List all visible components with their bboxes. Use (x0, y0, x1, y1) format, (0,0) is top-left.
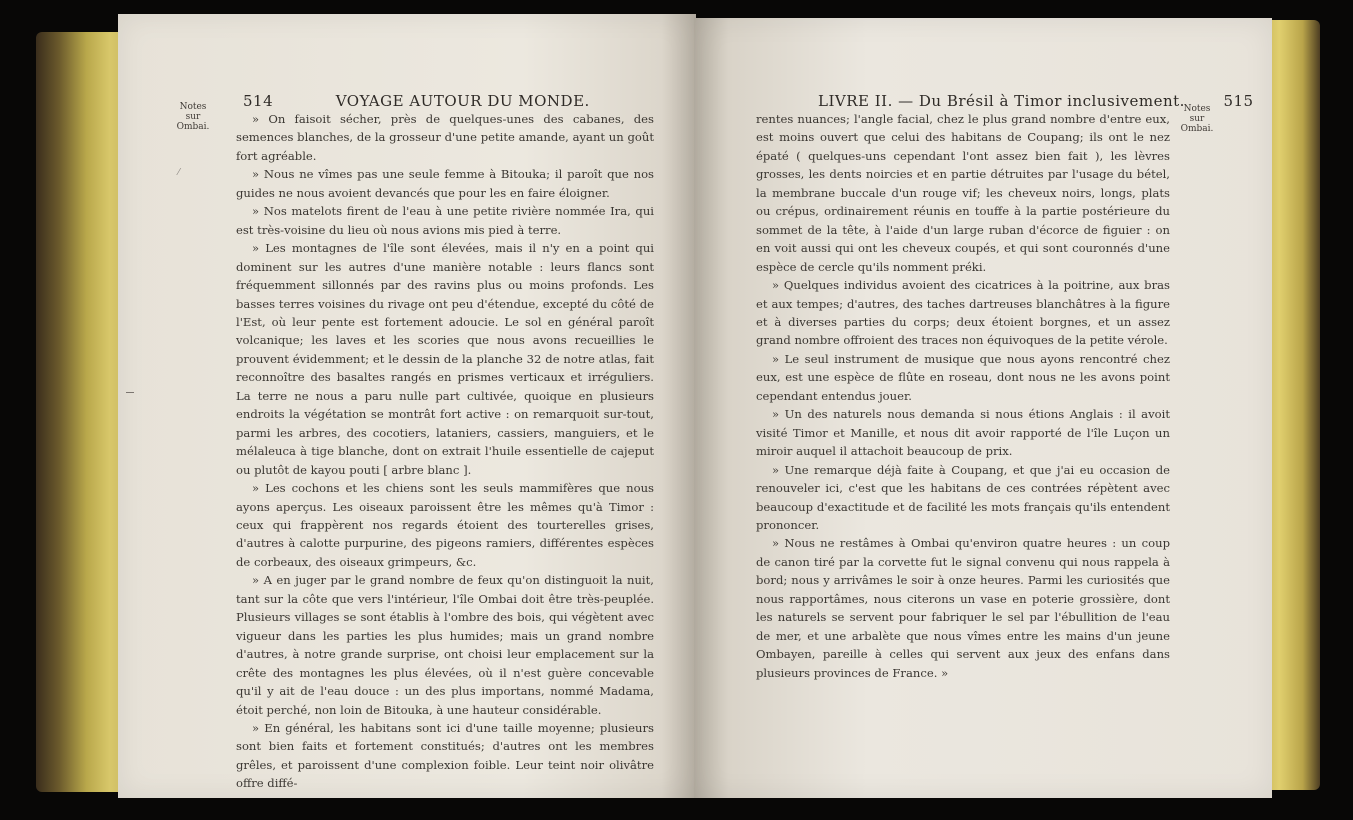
margin-note-line: Notes (179, 102, 207, 112)
paragraph: » A en juger par le grand nombre de feux qu'on distinguoit la nuit, tant sur la côte que vers l'intérieur, l'île Ombai doit être très-peuplée. Plusieurs villages se sont établis à l'ombre des bois, qui végètent avec vigueur dans les parties les plus humides; mais un grand nombre d'autres, à notre grande surprise, ont choisi leur emplacement sur la crête des montagnes les plus élevées, où il n'est guère concevable qu'il y ait de l'eau douce : un des plus importans, nommé Madama, étoit perché, non loin de Bitouka, à une hauteur considérable. (236, 573, 654, 717)
margin-note-line: Notes (1183, 104, 1211, 114)
left-margin-note (168, 102, 218, 132)
left-running-head (243, 92, 590, 110)
paragraph: » Le seul instrument de musique que nous ayons rencontré chez eux, est une espèce de flûte en roseau, dont nous ne les avons point cependant entendus jouer. (756, 351, 1170, 403)
right-page-title: LIVRE II. — Du Brésil à Timor inclusivement. (818, 92, 1185, 110)
paragraph: » Nous ne restâmes à Ombai qu'environ quatre heures : un coup de canon tiré par la corvette fut le signal convenu qui nous rappela à bord; nous y arrivâmes le soir à onze heures. Parmi les curiosités que nous rapportâmes, nous citerons un vase en poterie grossière, dont les naturels se servent pour fabriquer le sel par l'ébullition de l'eau de mer, et une arbalète que nous vîmes entre les mains d'un jeune Ombayen, pareille à celles qui servent aux jeux des enfans dans plusieurs provinces de France. » (756, 536, 1170, 680)
left-page-title: VOYAGE AUTOUR DU MONDE. (335, 92, 590, 110)
paragraph: » Les montagnes de l'île sont élevées, mais il n'y en a point qui dominent sur les autres d'une manière notable : leurs flancs sont fréquemment sillonnés par des ravins plus ou moins profonds. Les basses terres voisines du rivage ont peu d'étendue, excepté du côté de l'Est, où leur pente est fortement adoucie. Le sol en général paroît volcanique; les laves et les scories que nous avons recueillies le prouvent évidemment; et le dessin de la planche 32 de notre atlas, fait reconnoître des basaltes rangés en prismes verticaux et irréguliers. La terre ne nous a paru nulle part cultivée, quoique en plusieurs endroits la végétation se montrât fort active : on remarquoit sur-tout, parmi les arbres, des cocotiers, lataniers, cassiers, manguiers, et le mélaleuca à tige blanche, dont on extrait l'huile essentielle de cajeput ou plutôt de kayou pouti [ arbre blanc ]. (236, 241, 654, 477)
paragraph: » Les cochons et les chiens sont les seuls mammifères que nous ayons aperçus. Les oiseaux paroissent être les mêmes qu'à Timor : ceux qui frappèrent nos regards étoient des tourterelles grises, d'autres à calotte purpurine, des pigeons ramiers, différentes espèces de corbeaux, des oiseaux grimpeurs, &c. (236, 481, 654, 569)
paragraph: » Une remarque déjà faite à Coupang, et que j'ai eu occasion de renouveler ici, c'est que les habitans de ces contrées répètent avec beaucoup d'exactitude et de facilité les mots français qu'ils entendent prononcer. (756, 462, 1170, 532)
left-page-number: 514 (243, 92, 274, 110)
right-margin-note (1172, 104, 1222, 134)
paragraph: » En général, les habitans sont ici d'une taille moyenne; plusieurs sont bien faits et fortement constitués; d'autres ont les membres grêles, et paroissent d'une complexion foible. Leur teint noir olivâtre offre diffé- (236, 720, 654, 791)
paragraph: » Quelques individus avoient des cicatrices à la poitrine, aux bras et aux tempes; d'autres, des taches dartreuses blanchâtres à la figure et à diverses parties du corps; deux étoient borgnes, et un assez grand nombre offroient des traces non équivoques de la petite vérole. (756, 278, 1170, 348)
margin-note-line: sur Ombai. (1180, 114, 1214, 134)
pencil-mark (126, 392, 134, 393)
right-page-body (756, 110, 1170, 682)
paragraph: » Nos matelots firent de l'eau à une petite rivière nommée Ira, qui est très-voisine du lieu où nous avions mis pied à terre. (236, 204, 654, 237)
margin-note-line: sur Ombai. (176, 112, 210, 132)
left-page-edges (36, 32, 128, 792)
pencil-mark: ⁄ (178, 168, 180, 178)
left-page-body (236, 110, 654, 793)
right-page-number: 515 (1223, 92, 1254, 110)
paragraph: » On faisoit sécher, près de quelques-unes des cabanes, des semences blanches, de la grosseur d'une petite amande, ayant un goût fort agréable. (236, 112, 654, 163)
paragraph: » Nous ne vîmes pas une seule femme à Bitouka; il paroît que nos guides ne nous avoient devancés que pour les en faire éloigner. (236, 167, 654, 200)
paragraph: rentes nuances; l'angle facial, chez le plus grand nombre d'entre eux, est moins ouvert que celui des habitans de Coupang; ils ont le nez épaté ( quelques-uns cependant l'ont assez bien fait ), les lèvres grosses, les dents noircies et en partie détruites par l'usage du bétel, la membrane buccale d'un rouge vif; les cheveux noirs, longs, plats ou crépus, ordinairement réunis en touffe à la partie postérieure du sommet de la tête, à l'aide d'un large ruban d'écorce de figuier : on en voit aussi qui ont les cheveux coupés, et qui sont couronnés d'une espèce de cercle qu'ils nomment préki. (756, 112, 1170, 274)
paragraph: » Un des naturels nous demanda si nous étions Anglais : il avoit visité Timor et Manille, et nous dit avoir rapporté de l'île Luçon un miroir auquel il attachoit beaucoup de prix. (756, 407, 1170, 459)
